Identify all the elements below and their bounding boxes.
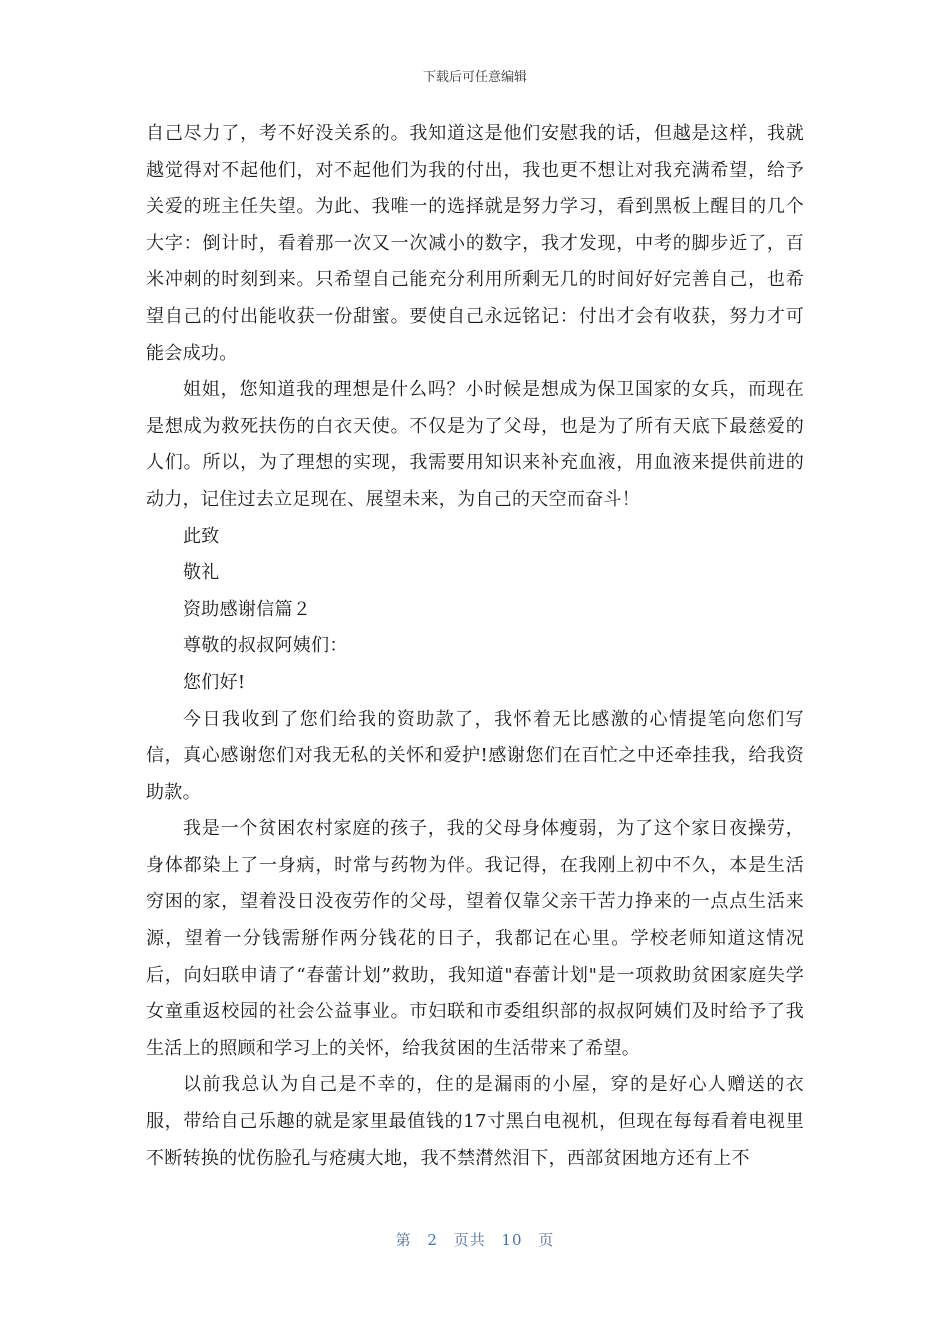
- paragraph-past: 以前我总认为自己是不幸的，住的是漏雨的小屋，穿的是好心人赠送的衣服，带给自己乐趣的就是家里最值钱的17寸黑白电视机，但现在每每看着电视里不断转换的忧伤脸孔与疮痍大地，我不禁潸然泪下，西部贫困地方还有上不: [146, 1074, 804, 1169]
- page-footer: 第 2 页共 10 页: [395, 1231, 555, 1249]
- section-title: 资助感谢信篇２: [183, 598, 312, 620]
- paragraph-ideal: 姐姐，您知道我的理想是什么吗？小时候是想成为保卫国家的女兵，而现在是想成为救死扶伤的白衣天使。不仅是为了父母，也是为了所有天底下最慈爱的人们。所以，为了理想的实现，我需要用知识来补充血液，用血液来提供前进的动力，记住过去立足现在、展望未来，为自己的天空而奋斗！: [146, 379, 804, 510]
- salutation: 尊敬的叔叔阿姨们：: [183, 635, 348, 657]
- paragraph-background: 我是一个贫困农村家庭的孩子，我的父母身体瘦弱，为了这个家日夜操劳，身体都染上了一身病，时常与药物为伴。我记得，在我刚上初中不久，本是生活穷困的家，望着没日没夜劳作的父母，望着仅靠父亲干苦力挣来的一点点生活来源，望着一分钱需掰作两分钱花的日子，我都记在心里。学校老师知道这情况后，向妇联申请了“春蕾计划”救助，我知道"春蕾计划"是一项救助贫困家庭失学女童重返校园的社会公益事业。市妇联和市委组织部的叔叔阿姨们及时给予了我生活上的照顾和学习上的关怀，给我贫困的生活带来了希望。: [146, 818, 804, 1059]
- paragraph-continued: 自己尽力了，考不好没关系的。我知道这是他们安慰我的话，但越是这样，我就越觉得对不起他们，对不起他们为我的付出，我也更不想让对我充满希望，给予关爱的班主任失望。为此、我唯一的选择就是努力学习，看到黑板上醒目的几个大字：倒计时，看着那一次又一次减小的数字，我才发现，中考的脚步近了，百米冲刺的时刻到来。只希望自己能充分利用所剩无几的时间好好完善自己，也希望自己的付出能收获一份甜蜜。要使自己永远铭记：付出才会有收获，努力才可能会成功。: [146, 123, 804, 364]
- paragraph-thanks: 今日我收到了您们给我的资助款了，我怀着无比感激的心情提笔向您们写信，真心感谢您们对我无私的关怀和爱护!感谢您们在百忙之中还牵挂我，给我资助款。: [146, 708, 804, 803]
- greeting: 您们好!: [183, 671, 246, 693]
- closing-jingli: 敬礼: [183, 562, 220, 584]
- closing-cizhi: 此致: [183, 525, 220, 547]
- document-body: [146, 116, 804, 1177]
- page-header: 下载后可任意编辑: [422, 70, 527, 85]
